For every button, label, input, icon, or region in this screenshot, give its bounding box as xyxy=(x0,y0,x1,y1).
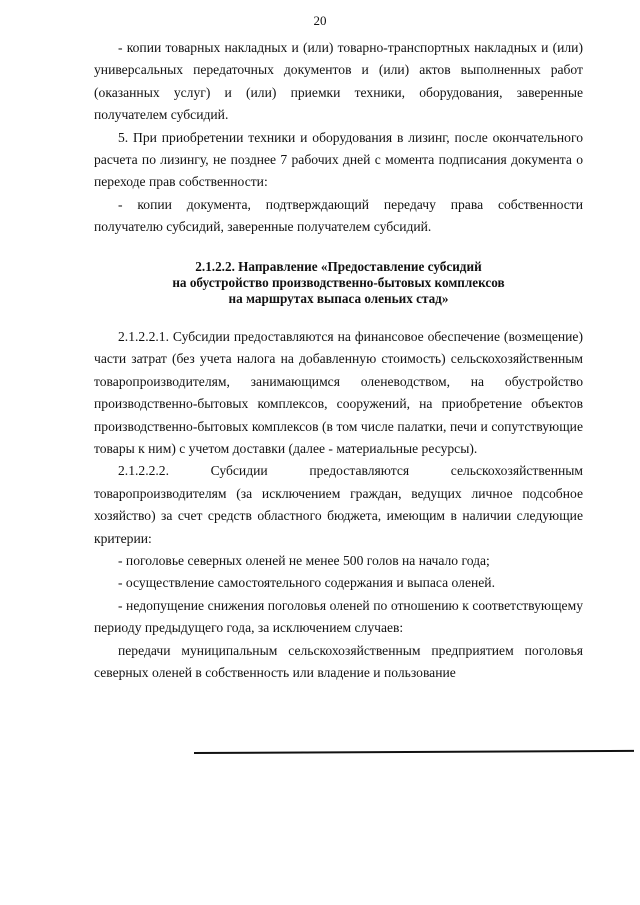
paragraph-ownership-transfer: - копии документа, подтверждающий передачу права собственности получателю субсидий, заверенные получателем субсидий. xyxy=(94,196,583,235)
heading-line-2: на обустройство производственно-бытовых комплексов xyxy=(172,275,505,290)
paragraph-2-1-2-2-2: 2.1.2.2.2. Субсидии предоставляются сельскохозяйственным товаропроизводителям (за исключением граждан, ведущих личное подсобное хозяйство) за счет средств областного бюджета, имеющим в наличии следующие критерии: xyxy=(94,463,583,546)
section-main xyxy=(94,326,583,685)
paragraph-2-1-2-2-1: 2.1.2.2.1. Субсидии предоставляются на финансовое обеспечение (возмещение) части затрат (без учета налога на добавленную стоимость) сельскохозяйственным товаропроизводителям, занимающимся оленеводством, на обустройство производственно-бытовых комплексов, сооружений, на приобретение объектов производственно-бытовых комплексов (в том числе палатки, печи и сопутствующие товары к ним) с учетом доставки (далее - материальные ресурсы). xyxy=(94,329,583,457)
heading-line-3: на маршрутах выпаса оленьих стад» xyxy=(228,291,449,306)
criterion-no-decrease: - недопущение снижения поголовья оленей по отношению к соответствующему периоду предыдущего года, за исключением случаев: xyxy=(94,597,583,636)
criterion-self-grazing: - осуществление самостоятельного содержания и выпаса оленей. xyxy=(118,575,495,591)
section-top xyxy=(94,37,583,239)
paragraph-transfer-exception: передачи муниципальным сельскохозяйственным предприятием поголовья северных оленей в собственность или владение и пользование xyxy=(94,642,583,681)
section-heading xyxy=(94,259,583,307)
page-number: 20 xyxy=(313,13,327,28)
paragraph-leasing-clause: 5. При приобретении техники и оборудования в лизинг, после окончательного расчета по лизингу, не позднее 7 рабочих дней с момента подписания документа о переходе прав собственности: xyxy=(94,129,583,190)
heading-line-1: 2.1.2.2. Направление «Предоставление субсидий xyxy=(195,259,482,274)
paragraph-invoice-copies: - копии товарных накладных и (или) товарно-транспортных накладных и (или) универсальных передаточных документов и (или) актов выполненных работ (оказанных услуг) и (или) приемки техники, оборудования, заверенные получателем субсидий. xyxy=(94,40,583,123)
criterion-herd-size: - поголовье северных оленей не менее 500 голов на начало года; xyxy=(118,553,490,569)
footer-divider xyxy=(194,750,634,754)
